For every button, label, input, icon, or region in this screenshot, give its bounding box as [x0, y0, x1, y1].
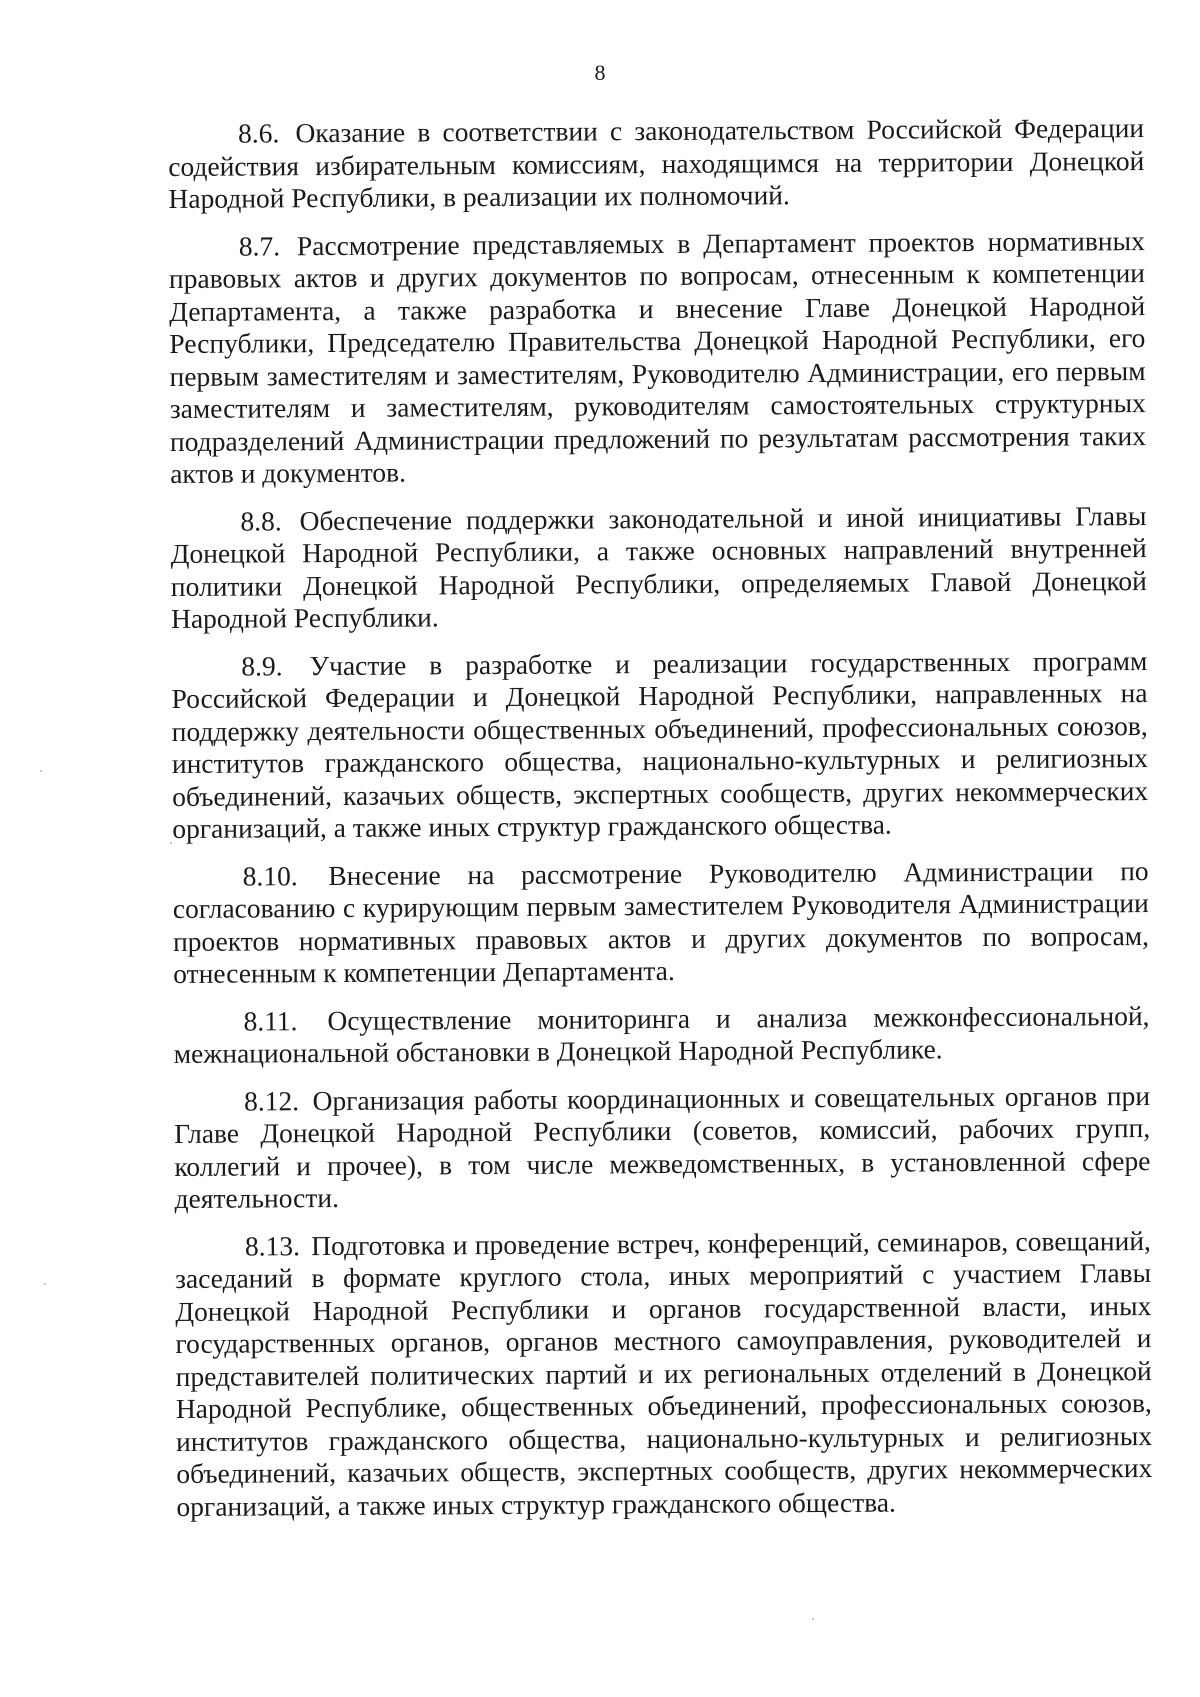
paragraph-8-9: [171, 645, 1148, 846]
paragraph-number: 8.11.: [243, 1004, 298, 1037]
paragraph-text: Организация работы координационных и совещательных органов при Главе Донецкой Народной Республики (советов, комиссий, рабочих групп, коллегий и прочее), в том числе межведомственных, в установленной сфере деятельности.: [174, 1079, 1151, 1214]
paragraph-text: Рассмотрение представляемых в Департамент проектов нормативных правовых актов и других документов по вопросам, отнесенным к компетенции Департамента, а также разработка и внесение Главе Донецкой Народной Республики, Председателю Правительства Донецкой Народной Республики, его первым заместителям и заместителям, Руководителю Администрации, его первым заместителям и заместителям, руководителям самостоятельных структурных подразделений Администрации предложений по результатам рассмотрения таких актов и документов.: [168, 224, 1147, 489]
scan-speck: [170, 842, 172, 844]
paragraph-number: 8.7.: [238, 229, 281, 262]
paragraph-text: Осуществление мониторинга и анализа межконфессиональной, межнациональной обстановки в Донецкой Народной Республике.: [173, 999, 1150, 1069]
paragraph-8-12: [174, 1080, 1151, 1216]
scan-speck: [812, 1618, 814, 1620]
paragraph-8-10: [173, 855, 1150, 991]
paragraph-8-11: [173, 1000, 1149, 1071]
page-number: 8: [594, 60, 606, 85]
paragraph-number: 8.6.: [237, 117, 280, 149]
paragraph-text: Внесение на рассмотрение Руководителю Администрации по согласованию с курирующим первым заместителем Руководителя Администрации проектов нормативных правовых актов и других документов по вопросам, отнесенным к компетенции Департамента.: [172, 854, 1150, 989]
paragraph-number: 8.13.: [244, 1229, 300, 1262]
paragraph-8-6: [168, 112, 1145, 215]
paragraph-8-13: [175, 1225, 1153, 1523]
paragraph-8-7: [169, 225, 1147, 491]
paragraph-text: Оказание в соответствии с законодательством Российской Федерации содействия избирательным комиссиям, находящимся на территории Донецкой Народной Республики, в реализации их полномочий.: [168, 112, 1145, 214]
paragraph-number: 8.12.: [243, 1084, 300, 1117]
paragraph-number: 8.10.: [242, 859, 298, 892]
scan-speck: [40, 770, 42, 772]
paragraph-text: Подготовка и проведение встреч, конференций, семинаров, совещаний, заседаний в формате круглого стола, иных мероприятий с участием Главы Донецкой Народной Республики и органов государственной власти, иных государственных органов, органов местного самоуправления, руководителей и представителей политических партий и их региональных отделений в Донецкой Народной Республике, общественных объединений, профессиональных союзов, институтов гражданского общества, национально-культурных и религиозных объединений, казачьих обществ, экспертных сообществ, других некоммерческих организаций, а также иных структур гражданского общества.: [174, 1224, 1153, 1522]
paragraph-text: Участие в разработке и реализации государственных программ Российской Федерации и Донецкой Народной Республики, направленных на поддержку деятельности общественных объединений, профессиональных союзов, институтов гражданского общества, национально-культурных и религиозных объединений, казачьих обществ, экспертных сообществ, других некоммерческих организаций, а также иных структур гражданского общества.: [171, 644, 1149, 844]
paragraph-text: Обеспечение поддержки законодательной и иной инициативы Главы Донецкой Народной Республики, а также основных направлений внутренней политики Донецкой Народной Республики, определяемых Главой Донецкой Народной Республики.: [170, 499, 1147, 634]
paragraph-8-8: [170, 500, 1147, 636]
document-body: [168, 112, 1153, 1538]
paragraph-number: 8.8.: [240, 504, 282, 537]
paragraph-number: 8.9.: [241, 649, 283, 682]
scan-speck: [44, 1283, 46, 1285]
